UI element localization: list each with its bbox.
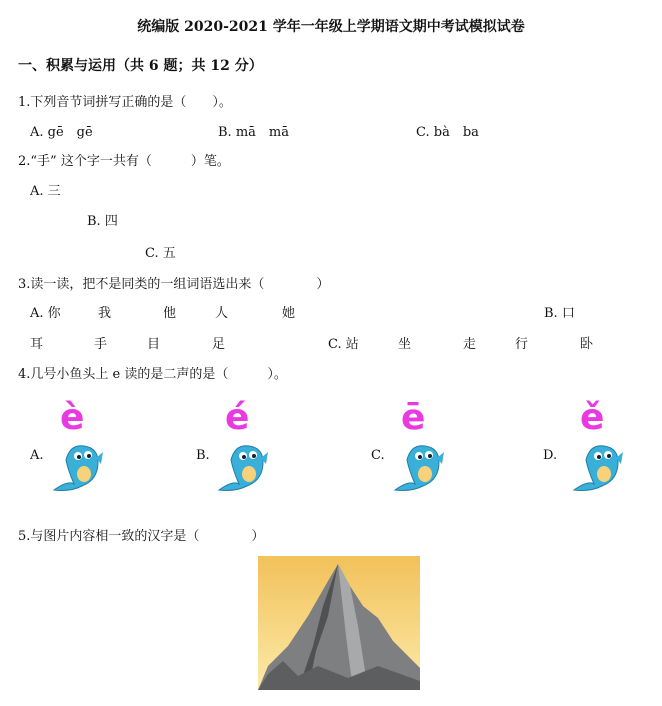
fish-icon — [389, 440, 445, 496]
q3-word: 行 — [515, 337, 529, 352]
fish-icon — [48, 440, 104, 496]
q3-word: 走 — [463, 337, 477, 352]
question-1: 1.下列音节词拼写正确的是（ ）。 — [18, 95, 232, 110]
q3-word: C. 站 — [328, 337, 359, 352]
q3-word: 他 — [163, 306, 177, 321]
q3-word: A. 你 — [30, 306, 61, 321]
q3-word: 目 — [147, 337, 161, 352]
q1-option-b: B. mā mā — [218, 125, 289, 140]
pinyin-letter: è — [60, 397, 85, 438]
q2-option-b: B. 四 — [87, 214, 118, 229]
q3-word: 手 — [94, 337, 108, 352]
question-4: 4.几号小鱼头上 e 读的是二声的是（ ）。 — [18, 367, 287, 382]
q3-word: B. 口 — [544, 306, 575, 321]
q4-option-label: C. — [371, 448, 385, 463]
question-3: 3.读一读，把不是同类的一组词语选出来（ ） — [18, 277, 330, 292]
page-title: 统编版 2020-2021 学年一年级上学期语文期中考试模拟试卷 — [137, 19, 525, 35]
pinyin-letter: é — [225, 397, 250, 438]
pinyin-letter: ě — [580, 397, 605, 438]
q2-option-a: A. 三 — [30, 184, 61, 199]
mountain-image — [258, 556, 420, 690]
q3-word: 卧 — [580, 337, 594, 352]
section-heading: 一、积累与运用（共 6 题；共 12 分） — [18, 58, 263, 74]
q3-word: 耳 — [30, 337, 44, 352]
pinyin-letter: ē — [401, 397, 426, 438]
q4-option-label: A. — [30, 448, 44, 463]
q1-option-a: A. gē gē — [30, 125, 93, 140]
q3-word: 足 — [212, 337, 226, 352]
q4-option-label: B. — [196, 448, 210, 463]
q3-word: 坐 — [398, 337, 412, 352]
question-2: 2.“手” 这个字一共有（ ）笔。 — [18, 154, 230, 169]
question-5: 5.与图片内容相一致的汉字是（ ） — [18, 529, 265, 544]
q2-option-c: C. 五 — [145, 246, 176, 261]
q3-word: 人 — [215, 306, 229, 321]
fish-icon — [568, 440, 624, 496]
q3-word: 她 — [282, 306, 296, 321]
fish-icon — [213, 440, 269, 496]
q4-option-label: D. — [543, 448, 558, 463]
q1-option-c: C. bà ba — [416, 125, 479, 140]
q3-word: 我 — [98, 306, 112, 321]
